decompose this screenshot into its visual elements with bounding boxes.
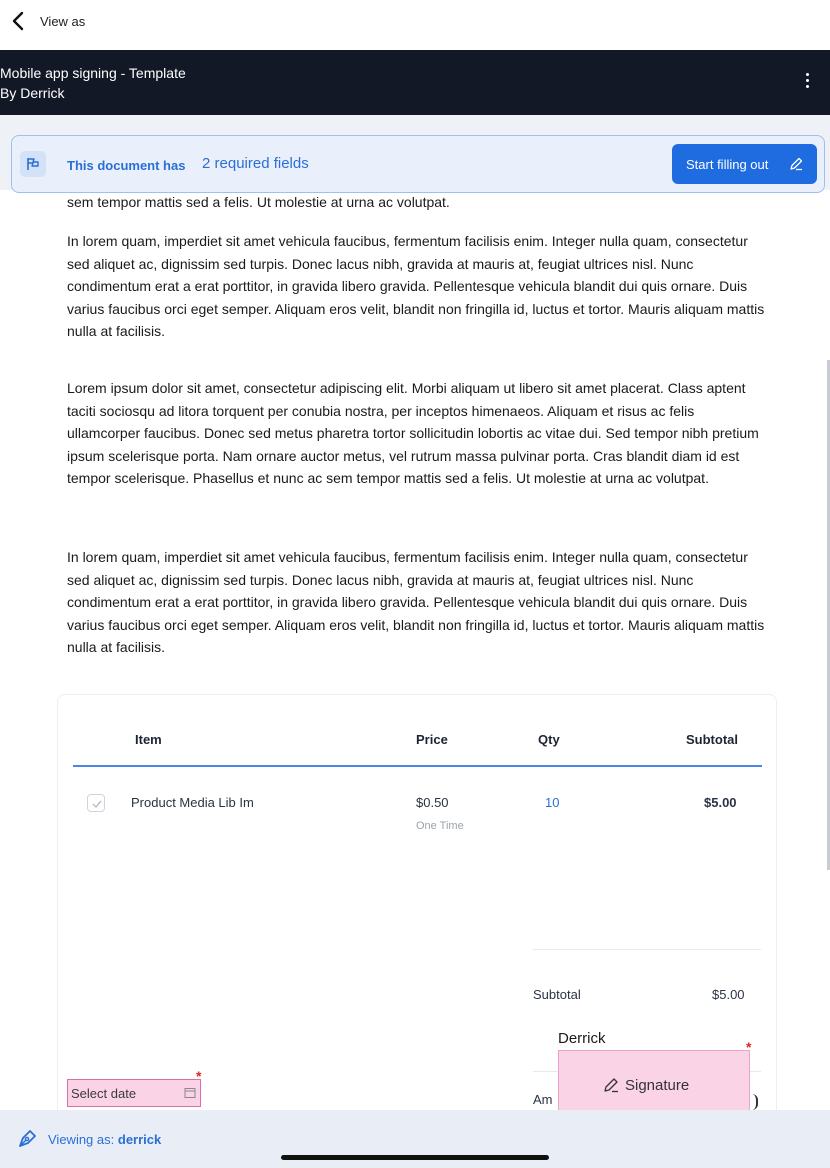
pen-icon (789, 157, 803, 171)
viewing-as-footer (0, 1110, 830, 1168)
summary-divider (533, 949, 761, 950)
table-cell-price-note: One Time (416, 820, 464, 832)
signature-field[interactable] (558, 1050, 750, 1115)
column-header-item: Item (135, 732, 162, 747)
pen-nib-icon (17, 1127, 39, 1149)
start-filling-label: Start filling out (686, 157, 769, 172)
summary-subtotal-label: Subtotal (533, 987, 581, 1002)
table-cell-qty[interactable]: 10 (545, 795, 560, 810)
date-placeholder: Select date (71, 1086, 137, 1101)
check-icon (91, 798, 103, 810)
summary-amount-label: Am (533, 1092, 553, 1107)
header-divider (73, 765, 762, 767)
top-bar (0, 0, 830, 50)
table-cell-subtotal: $5.00 (704, 795, 737, 810)
column-header-subtotal: Subtotal (686, 732, 738, 747)
viewing-as-label: Viewing as: (48, 1132, 115, 1147)
home-indicator (281, 1155, 549, 1160)
table-cell-item: Product Media Lib Im (131, 795, 254, 810)
document-paragraph: In lorem quam, imperdiet sit amet vehicula faucibus, fermentum facilisis enim. Integer nulla quam, consectetur sed aliquet ac, dignissim sed turpis. Donec lacus nibh, gravida at mauris at, feugiat ultrices nisl. Nunc condimentum erat a erat porttitor, in gravida libero gravida. Pellentesque vehicula blandit dui quis ornare. Duis varius faucibus orci eget semper. Aliquam eros velit, blandit non fringilla id, luctus et tortor. Mauris aliquam mattis nulla at facilisis. (67, 549, 765, 655)
required-count: 2 required fields (202, 155, 309, 172)
required-fields-banner (11, 135, 825, 193)
chevron-left-icon[interactable] (8, 10, 30, 32)
calendar-icon (184, 1087, 196, 1099)
date-field[interactable] (67, 1079, 201, 1107)
banner-label: This document has (67, 158, 186, 173)
document-title: Mobile app signing - Template (0, 65, 186, 81)
signer-name: Derrick (558, 1030, 606, 1047)
signature-label: Signature (625, 1077, 690, 1094)
document-paragraph: sem tempor mattis sed a felis. Ut molestie at urna ac volutpat. (67, 194, 450, 210)
row-checkbox[interactable] (87, 794, 105, 812)
table-cell-price: $0.50 (416, 795, 449, 810)
viewing-as-text (48, 1132, 161, 1147)
required-marker: * (196, 1068, 202, 1084)
summary-subtotal-value: $5.00 (712, 987, 745, 1002)
back-label[interactable]: View as (40, 14, 86, 29)
document-header (0, 50, 830, 115)
required-marker: * (746, 1039, 752, 1055)
document-author: By Derrick (0, 85, 65, 101)
viewing-as-user: derrick (117, 1132, 162, 1147)
document-paragraph: In lorem quam, imperdiet sit amet vehicula faucibus, fermentum facilisis enim. Integer nulla quam, consectetur sed aliquet ac, dignissim sed turpis. Donec lacus nibh, gravida at mauris at, feugiat ultrices nisl. Nunc condimentum erat a erat porttitor, in gravida libero gravida. Pellentesque vehicula blandit dui quis ornare. Duis varius faucibus orci eget semper. Aliquam eros velit, blandit non fringilla id, luctus et tortor. Mauris aliquam mattis nulla at facilisis. (67, 233, 765, 339)
document-paragraph: Lorem ipsum dolor sit amet, consectetur adipiscing elit. Morbi aliquam ut libero sit amet placerat. Class aptent taciti sociosqu ad litora torquent per conubia nostra, per inceptos himenaeos. Aliquam et risus ac felis ullamcorper faucibus. Donec sed metus pharetra tortor sollicitudin lobortis ac vitae dui. Sed tempor nibh pretium ipsum scelerisque porta. Nam ornare auctor metus, vel rutrum massa pulvinar porta. Cras blandit diam id est tempor scelerisque. Phasellus et nunc ac sem tempor mattis sed a felis. Ut molestie at urna ac volutpat. (67, 380, 759, 486)
flag-icon (20, 151, 46, 177)
more-options-icon[interactable] (800, 70, 814, 94)
column-header-price: Price (416, 732, 448, 747)
pen-icon (603, 1077, 619, 1093)
column-header-qty: Qty (538, 732, 560, 747)
start-filling-button[interactable] (672, 144, 817, 184)
